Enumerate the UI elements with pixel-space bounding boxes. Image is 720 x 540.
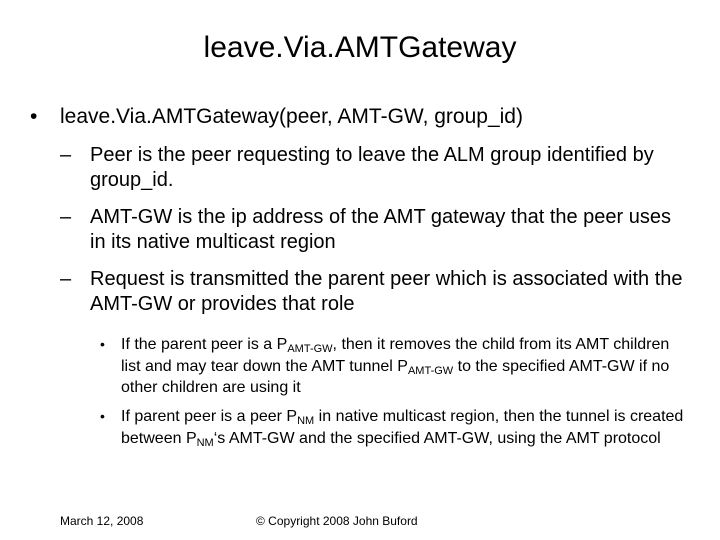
bullet-icon: • <box>100 336 105 352</box>
text-run: , then it removes the child from its AMT children list and may tear down the AMT tunnel P <box>121 336 670 375</box>
subscript: NM <box>196 436 214 449</box>
sub-point-text: AMT-GW is the ip address of the AMT gateway that the peer uses in its native multicast region <box>90 206 672 253</box>
subscript: AMT-GW <box>287 343 333 355</box>
sub-point-text: Peer is the peer requesting to leave the ALM group identified by group_id. <box>90 144 654 191</box>
sub-point-text: Request is transmitted the parent peer which is associated with the AMT-GW or provides that role <box>90 268 683 315</box>
dash-icon: – <box>60 268 72 290</box>
text-run: in native multicast region, then the tunnel is created between P <box>121 408 684 447</box>
subscript: NM <box>297 415 315 427</box>
footer-date: March 12, 2008 <box>60 514 144 528</box>
subscript: AMT-GW <box>407 364 454 377</box>
slide-title: leave.Via.AMTGateway <box>203 31 517 64</box>
footer-copyright: © Copyright 2008 John Buford <box>256 514 418 528</box>
text-run: to the specified AMT-GW if no other children are using it <box>121 357 670 396</box>
main-bullet-text: leave.Via.AMTGateway(peer, AMT-GW, group_id) <box>60 105 523 128</box>
text-run: If the parent peer is a P <box>121 336 288 353</box>
dash-icon: – <box>60 206 72 228</box>
bullet-icon: • <box>30 105 38 128</box>
nested-point-text <box>121 406 691 449</box>
bullet-icon: • <box>100 408 105 424</box>
text-run: If parent peer is a peer P <box>121 408 298 425</box>
text-run: ‘s AMT-GW and the specified AMT-GW, using the AMT protocol <box>213 429 661 447</box>
dash-icon: – <box>60 144 72 166</box>
nested-point-text <box>121 334 691 399</box>
